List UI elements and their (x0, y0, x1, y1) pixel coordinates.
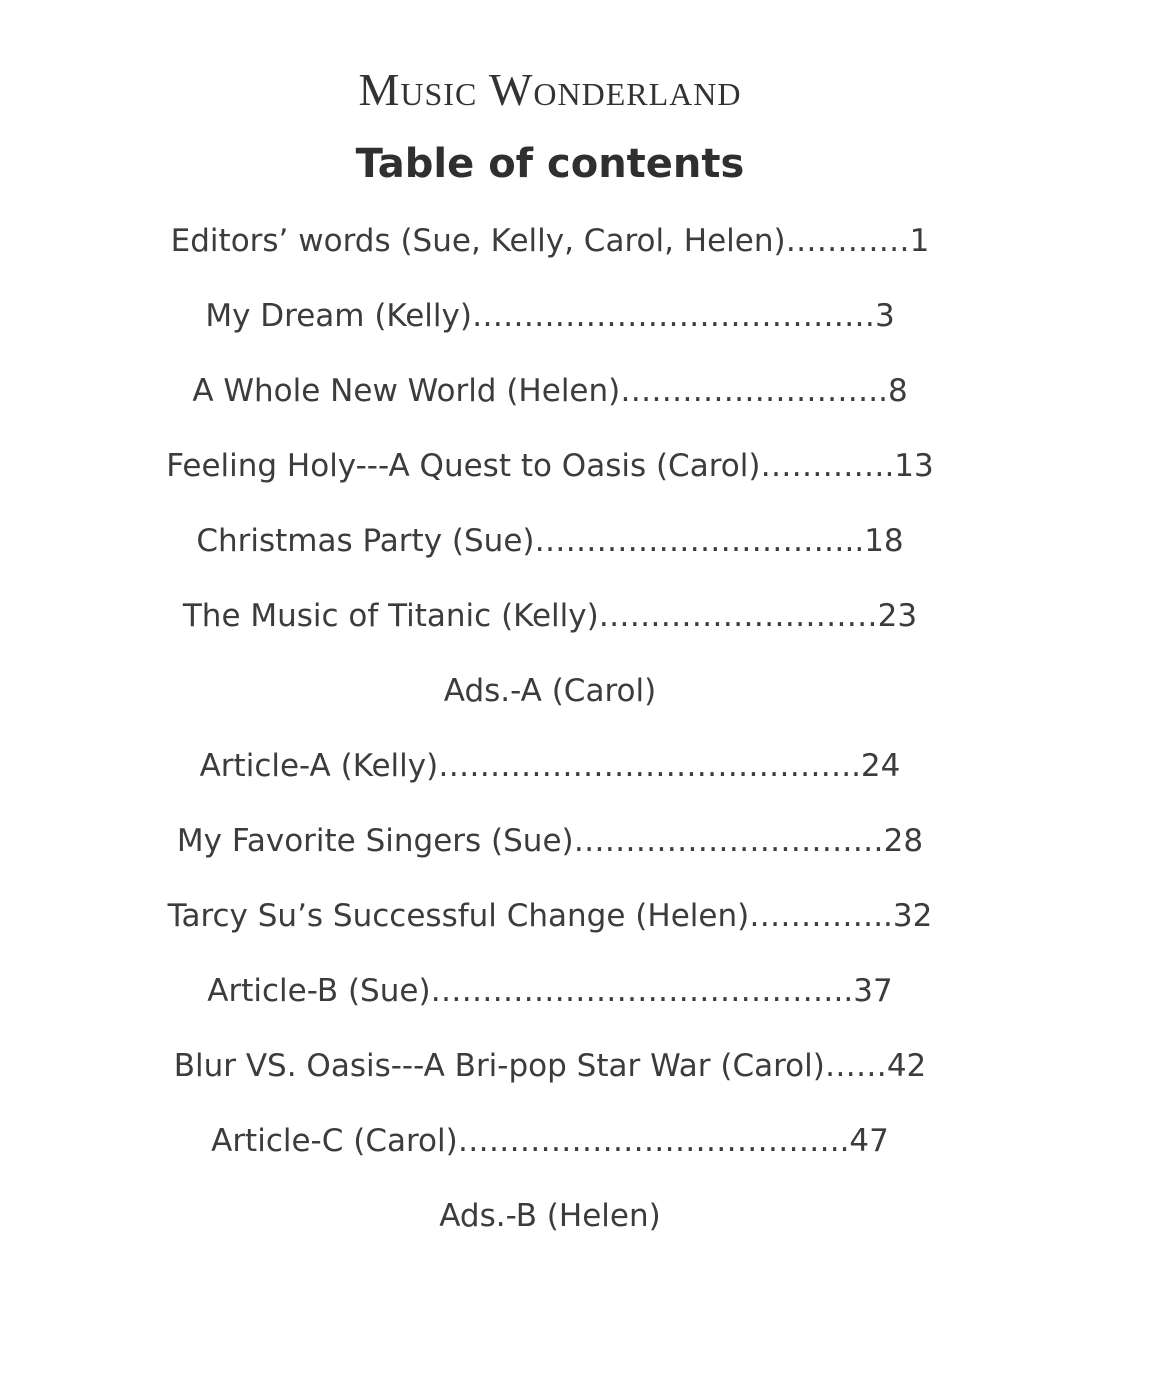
toc-entry: Article-A (Kelly)…………………………………..24 (199, 748, 901, 784)
toc-heading: Table of contents (355, 141, 745, 187)
toc-entry: My Favorite Singers (Sue)…………………………28 (176, 823, 924, 859)
toc-entry: Editors’ words (Sue, Kelly, Carol, Helen)…………1 (170, 223, 930, 259)
toc-entry: Christmas Party (Sue)…………………………..18 (196, 523, 904, 559)
toc-entry: Tarcy Su’s Successful Change (Helen)…………..32 (167, 898, 933, 934)
toc-entry: Article-B (Sue)…………………………………..37 (207, 973, 893, 1009)
toc-entry: The Music of Titanic (Kelly)………………………23 (182, 598, 918, 634)
toc-entry: Blur VS. Oasis---A Bri-pop Star War (Carol)……42 (173, 1048, 927, 1084)
toc-entry: Feeling Holy---A Quest to Oasis (Carol)………….13 (166, 448, 934, 484)
toc-entry: Ads.-B (Helen) (439, 1198, 661, 1234)
toc-entry: A Whole New World (Helen)……………………..8 (192, 373, 908, 409)
toc-entry: My Dream (Kelly)…………………………………3 (205, 298, 895, 334)
toc-entry: Ads.-A (Carol) (443, 673, 657, 709)
toc-entry: Article-C (Carol)………………………………..47 (211, 1123, 889, 1159)
magazine-title: Music Wonderland (358, 64, 742, 115)
